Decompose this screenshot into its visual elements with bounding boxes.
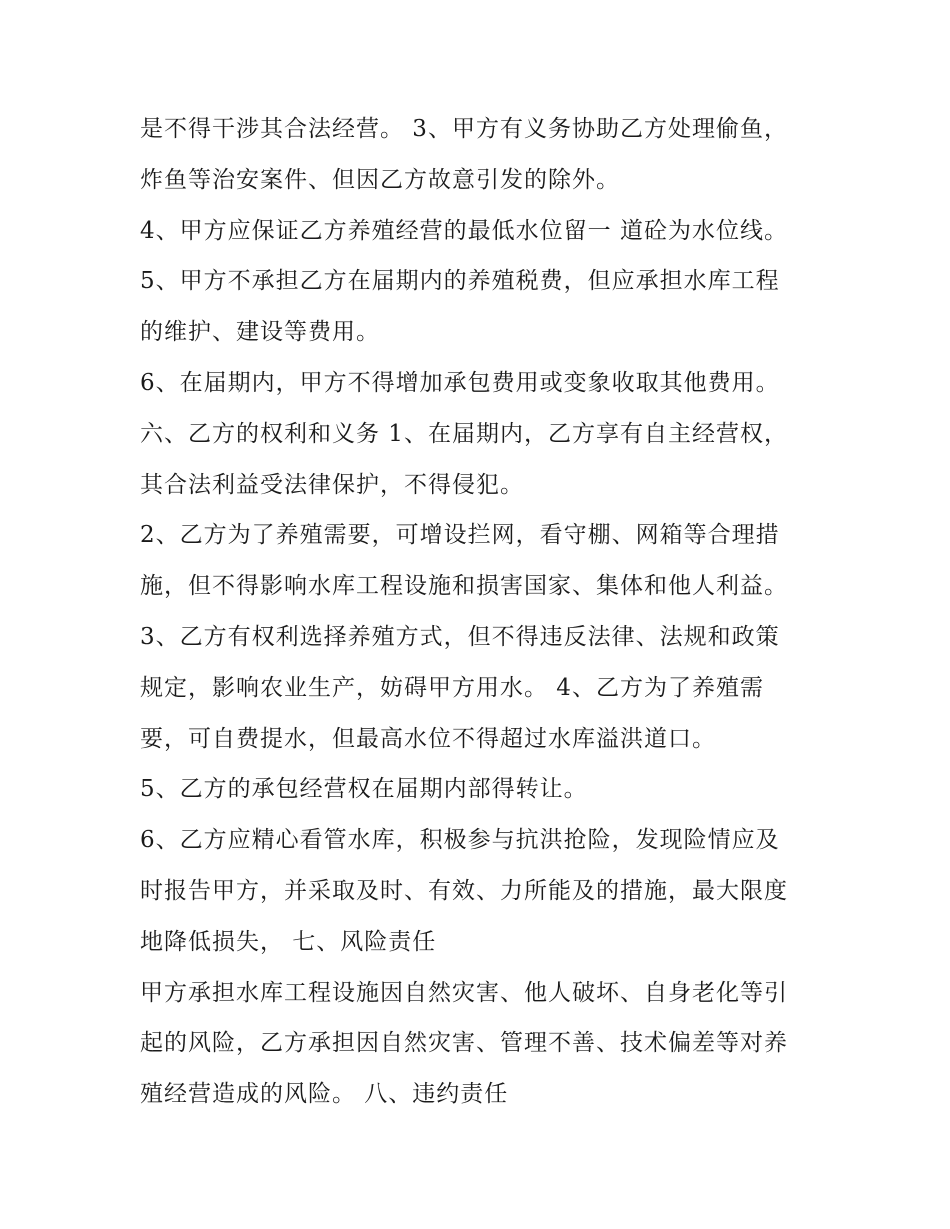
text-line: 规定，影响农业生产，妨碍甲方用水。 4、乙方为了养殖需 xyxy=(140,674,764,701)
text-line: 5、甲方不承担乙方在届期内的养殖税费，但应承担水库工程 xyxy=(140,268,780,295)
text-line: 六、乙方的权利和义务 1、在届期内，乙方享有自主经营权， xyxy=(140,420,788,447)
text-line: 的维护、建设等费用。 xyxy=(140,319,380,346)
text-line: 炸鱼等治安案件、但因乙方故意引发的除外。 xyxy=(140,166,620,193)
text-line: 6、在届期内，甲方不得增加承包费用或变象收取其他费用。 xyxy=(140,369,780,396)
text-line: 2、乙方为了养殖需要，可增设拦网，看守棚、网箱等合理措 xyxy=(140,522,780,549)
text-line: 地降低损失， 七、风险责任 xyxy=(140,928,437,955)
text-line: 3、乙方有权利选择养殖方式，但不得违反法律、法规和政策 xyxy=(140,623,780,650)
text-line: 是不得干涉其合法经营。 3、甲方有义务协助乙方处理偷鱼， xyxy=(140,116,788,142)
text-line: 施，但不得影响水库工程设施和损害国家、集体和他人利益。 xyxy=(140,573,788,600)
text-line: 殖经营造成的风险。 八、违约责任 xyxy=(140,1081,509,1108)
document-body xyxy=(140,104,830,1120)
text-line: 其合法利益受法律保护，不得侵犯。 xyxy=(140,471,524,498)
text-line: 甲方承担水库工程设施因自然灾害、他人破坏、自身老化等引 xyxy=(140,979,788,1006)
text-line: 5、乙方的承包经营权在届期内部得转让。 xyxy=(140,776,588,803)
text-line: 要，可自费提水，但最高水位不得超过水库溢洪道口。 xyxy=(140,725,716,752)
text-line: 6、乙方应精心看管水库，积极参与抗洪抢险，发现险情应及 xyxy=(140,827,780,854)
text-line: 时报告甲方，并采取及时、有效、力所能及的措施，最大限度 xyxy=(140,877,788,904)
text-line: 起的风险，乙方承担因自然灾害、管理不善、技术偏差等对养 xyxy=(140,1030,788,1057)
text-line: 4、甲方应保证乙方养殖经营的最低水位留一 道砼为水位线。 xyxy=(140,217,788,244)
